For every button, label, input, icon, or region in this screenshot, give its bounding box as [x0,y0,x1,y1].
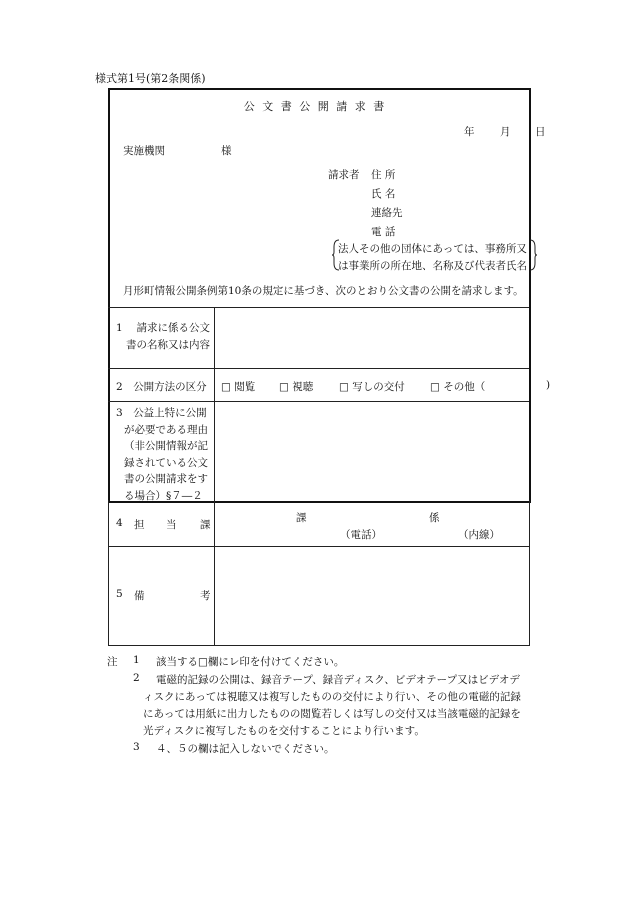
row3-line6: る場合）§７―２ [124,489,203,502]
note2-num: 2 [133,672,140,684]
row4-ext: （内線） [458,529,500,541]
row3-line5: 書の公開請求をす [124,473,208,485]
note2-line4: 光ディスクに複写したものを交付することにより行います。 [143,725,425,737]
requester-contact-label: 連絡先 [371,207,403,219]
row2-num: 2 [116,381,123,393]
row5-num: 5 [116,588,123,600]
row1-line1: 請求に係る公文 [136,322,211,334]
note3-line1: ４、５の欄は記入しないでください。 [156,743,335,755]
notes-prefix: 注 [107,656,118,668]
row3-label [116,405,208,504]
row1-line2: 書の名称又は内容 [126,338,210,351]
note3-num: 3 [133,741,140,753]
row5-label [116,588,210,600]
requester-name-label: 氏 名 [371,188,396,200]
row3-num: 3 [116,407,123,419]
row3-line2: が必要である理由 [124,423,208,436]
row3-line4: 録されている公文 [124,456,208,469]
row4-label [116,517,210,529]
note2-line1: 電磁的記録の公開は、録音テープ、録音ディスク、ビデオテープ又はビデオデ [156,674,520,686]
requester-label: 請求者 [328,169,360,181]
option-other-close: ) [546,379,551,391]
row1-input-area[interactable] [216,309,528,367]
row4-num: 4 [116,517,123,529]
row4-ka: 課 [296,512,307,524]
requester-phone-label: 電 話 [371,226,396,238]
row1-num: 1 [116,322,123,334]
note1-num: 1 [133,654,140,666]
option-watch[interactable]: □ 視聴 [279,381,314,393]
row2-label [116,379,207,394]
row4-char3: 課 [200,519,211,531]
form-title: 公 文 書 公 開 請 求 書 [243,100,387,113]
row4-char1: 担 [134,519,145,531]
row4-phone: （電話） [340,529,382,541]
requester-address-label: 住 所 [371,169,396,181]
option-copy[interactable]: □ 写しの交付 [339,381,405,393]
row5-char1: 備 [134,590,145,602]
option-other[interactable]: □ その他（ [430,381,486,393]
requester-note-line2: は事業所の所在地、名称及び代表者氏名 [338,260,527,272]
note2-line2: ィスクにあっては視聴又は複写したものの交付により行い、その他の電磁的記録 [143,691,521,703]
requester-note-line1: 法人その他の団体にあっては、事務所又 [338,243,527,255]
row2-label-text: 公開方法の区分 [133,381,207,393]
row1-label [116,320,210,353]
form-label: 様式第1号(第2条関係) [95,72,206,85]
option-view[interactable]: □ 閲覧 [221,381,256,393]
right-bracket-icon [529,239,537,271]
note1-line1: 該当する□欄にレ印を付けてください。 [156,656,345,668]
row3-line1: 公益上特に公開 [133,407,207,419]
request-statement: 月形町情報公開条例第10条の規定に基づき、次のとおり公文書の公開を請求します。 [123,285,524,297]
date-year: 年 [464,126,475,138]
institution-label: 実施機関 [123,145,165,157]
date-month: 月 [500,126,511,138]
row3-line3: （非公開情報が記 [124,440,208,452]
row3-input-area[interactable] [216,403,526,498]
row5-char2: 考 [200,590,211,602]
institution-suffix: 様 [221,145,232,157]
row4-kakari: 係 [429,512,440,524]
date-day: 日 [535,126,546,138]
note2-line3: にあっては用紙に出力したものの閲覧若しくは写しの交付又は当該電磁的記録を [143,708,521,720]
row4-char2: 当 [166,519,177,531]
